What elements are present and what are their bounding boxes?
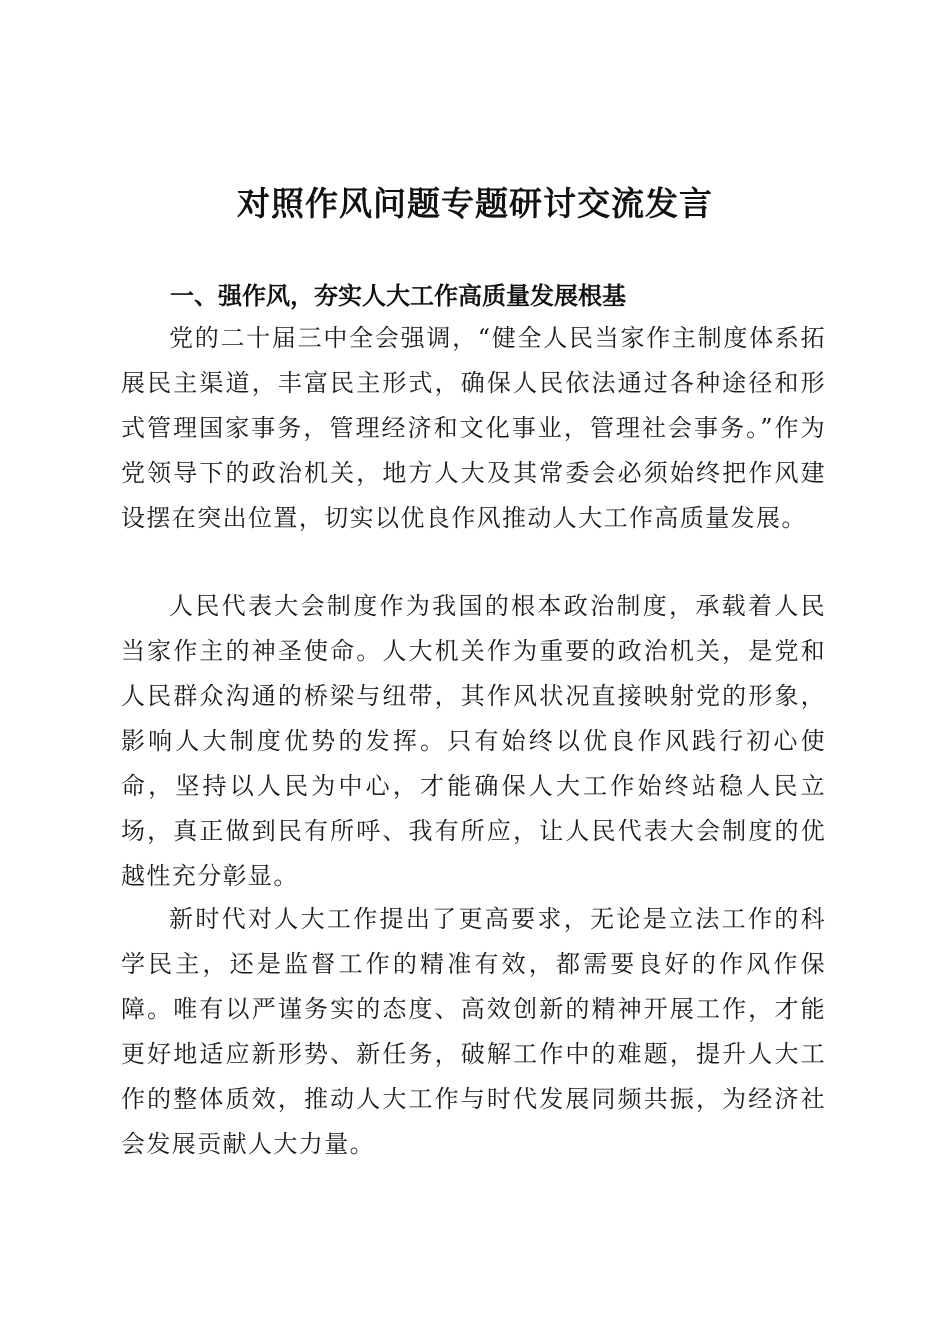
section-heading: 一、强作风，夯实人大工作高质量发展根基 (170, 282, 626, 310)
paragraph-2: 人民代表大会制度作为我国的根本政治制度，承载着人民当家作主的神圣使命。人大机关作为重要的政治机关，是党和人民群众沟通的桥梁与纽带，其作风状况直接映射党的形象，影响人大制度优势的发挥。只有始终以优良作风践行初心使命，坚持以人民为中心，才能确保人大工作始终站稳人民立场，真正做到民有所呼、我有所应，让人民代表大会制度的优越性充分彰显。 (121, 592, 826, 890)
page-title: 对照作风问题专题研讨交流发言 (237, 184, 713, 223)
paragraph-3: 新时代对人大工作提出了更高要求，无论是立法工作的科学民主，还是监督工作的精准有效，都需要良好的作风作保障。唯有以严谨务实的态度、高效创新的精神开展工作，才能更好地适应新形势、新任务，破解工作中的难题，提升人大工作的整体质效，推动人大工作与时代发展同频共振，为经济社会发展贡献人大力量。 (121, 905, 826, 1158)
paragraph-1: 党的二十届三中全会强调，“健全人民当家作主制度体系拓展民主渠道，丰富民主形式，确保人民依法通过各种途径和形式管理国家事务，管理经济和文化事业，管理社会事务。”作为党领导下的政治机关，地方人大及其常委会必须始终把作风建设摆在突出位置，切实以优良作风推动人大工作高质量发展。 (121, 324, 826, 532)
